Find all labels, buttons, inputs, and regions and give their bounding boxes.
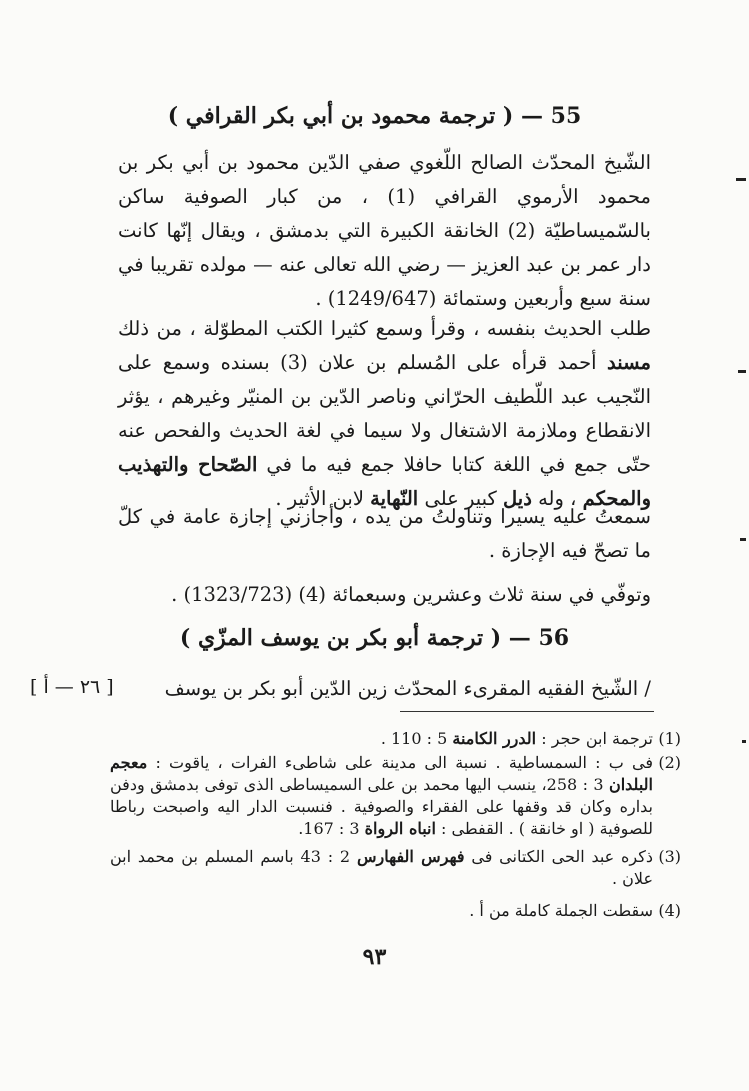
scan-edge-mark — [736, 178, 746, 181]
footnote-2: (2) فى ب : السمساطية . نسبة الى مدينة على شاطىء الفرات ، ياقوت : معجم البلدان 3 : 258، ينسب اليها محمد بن على السميساطى الذى توفى بدمشق ودفن بداره وكان قد وقفها على الفقراء والصوفية . فنسبت الدار اليه واصبحت رباطا للصوفية ( او خانقة ) . القفطى : انباه الرواة 3 : 167. — [110, 753, 681, 838]
entry-55-heading: 55 — ( ترجمة محمود بن أبي بكر القرافي ) — [167, 103, 582, 129]
entry-56-paragraph-1: / الشّيخ الفقيه المقرىء المحدّث زين الدّين أبو بكر بن يوسف — [164, 677, 651, 700]
scan-edge-mark — [740, 538, 746, 541]
entry-55-paragraph-1: الشّيخ المحدّث الصالح اللّغوي صفي الدّين محمود بن أبي بكر بن محمود الأرموي القرافي (1) ، من كبار الصوفية ساكن بالسّميساطيّة (2) الخانقة الكبيرة التي بدمشق ، ويقال إنّها كانت دار عمر بن عبد العزيز — رضي الله تعالى عنه — مولده تقريبا في سنة سبع وأربعين وستمائة (1249/647) . — [118, 151, 651, 310]
footnote-3: (3) ذكره عبد الحى الكتانى فى فهرس الفهارس 2 : 43 باسم المسلم بن محمد ابن علان . — [110, 847, 681, 888]
entry-56-heading: 56 — ( ترجمة أبو بكر بن يوسف المزّي ) — [179, 625, 570, 651]
entry-55-paragraph-4: وتوفّي في سنة ثلاث وعشرين وسبعمائة (4) (1323/723) . — [171, 583, 651, 606]
manuscript-folio-marker: [ ٢٦ — أ ] — [30, 676, 114, 698]
entry-55-paragraph-2: طلب الحديث بنفسه ، وقرأ وسمع كثيرا الكتب المطوّلة ، من ذلك مسند أحمد قرأه على المُسلم بن علان (3) بسنده وسمع على النّجيب عبد اللّطيف الحرّاني وناصر الدّين بن المنيّر وغيرهم ، يؤثر الانقطاع وملازمة الاشتغال ولا سيما في لغة الحديث والفحص عنه حتّى جمع في اللغة كتابا حافلا جمع فيه ما في الصّحاح والتهذيب والمحكم ، وله ذيل كبير على النّهاية لابن الأثير . — [118, 317, 651, 510]
footnote-1: (1) ترجمة ابن حجر : الدرر الكامنة 5 : 110 . — [380, 729, 681, 748]
scan-edge-mark — [738, 370, 746, 373]
book-title-musnad: مسند — [607, 351, 651, 374]
footnote-divider — [400, 711, 654, 712]
entry-55-paragraph-3: سمعتُ عليه يسيرا وتناولتُ من يده ، وأجازني إجازة عامة في كلّ ما تصحّ فيه الإجازة . — [118, 505, 651, 562]
footnote-4: (4) سقطت الجملة كاملة من أ . — [469, 901, 681, 920]
book-title-nihaya: النّهاية — [370, 487, 419, 510]
book-title-sihah: الصّحاح والتهذيب والمحكم — [118, 453, 651, 510]
book-title-dhayl: ذيل — [503, 487, 532, 510]
page-number: ٩٣ — [362, 944, 387, 970]
scan-edge-mark — [742, 740, 746, 743]
